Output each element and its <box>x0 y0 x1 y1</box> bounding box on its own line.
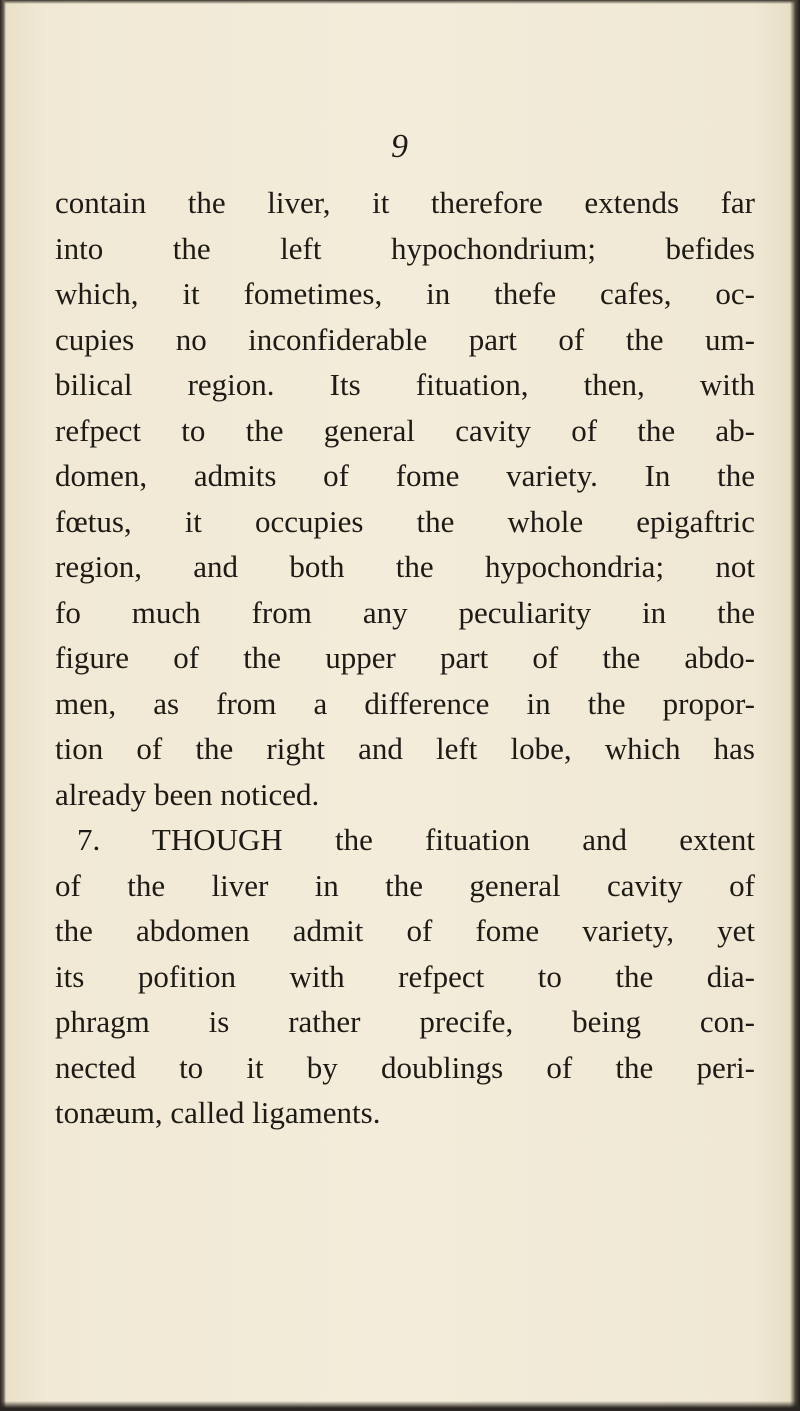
text-line: fo much from any peculiarity in the <box>55 594 755 630</box>
page-right-shadow <box>790 0 800 1411</box>
text-line: nected to it by doublings of the peri- <box>55 1049 755 1085</box>
text-line: which, it fometimes, in thefe cafes, oc- <box>55 276 755 311</box>
text-line: tion of the right and left lobe, which has <box>55 731 755 766</box>
text-line: domen, admits of fome variety. In the <box>55 458 755 493</box>
text-line: its pofition with refpect to the dia- <box>55 958 755 994</box>
text-line: cupies no inconfiderable part of the um- <box>55 321 755 357</box>
text-line: the abdomen admit of fome variety, yet <box>55 913 755 948</box>
text-line: men, as from a difference in the propor- <box>55 685 755 721</box>
text-line: fœtus, it occupies the whole epigaftric <box>55 503 755 539</box>
text-line: tonæum, called ligaments. <box>55 1095 381 1130</box>
text-line: phragm is rather precife, being con- <box>55 1004 755 1039</box>
page-left-shadow <box>0 0 6 1411</box>
page-bottom-shadow <box>0 1401 800 1411</box>
text-line: of the liver in the general cavity of <box>55 867 755 903</box>
body-text <box>55 180 755 1136</box>
text-line: already been noticed. <box>55 776 320 812</box>
text-line: figure of the upper part of the abdo- <box>55 640 755 675</box>
page-number: 9 <box>391 128 409 165</box>
text-line: contain the liver, it therefore extends far <box>55 185 755 220</box>
text-line: refpect to the general cavity of the ab- <box>55 412 755 448</box>
text-line: into the left hypochondrium; befides <box>55 230 755 266</box>
text-line: region, and both the hypochondria; not <box>55 549 755 584</box>
text-line: bilical region. Its fituation, then, with <box>55 367 755 402</box>
paragraph-start-line: 7. THOUGH the fituation and extent <box>77 822 755 857</box>
page-top-shadow <box>0 0 800 4</box>
